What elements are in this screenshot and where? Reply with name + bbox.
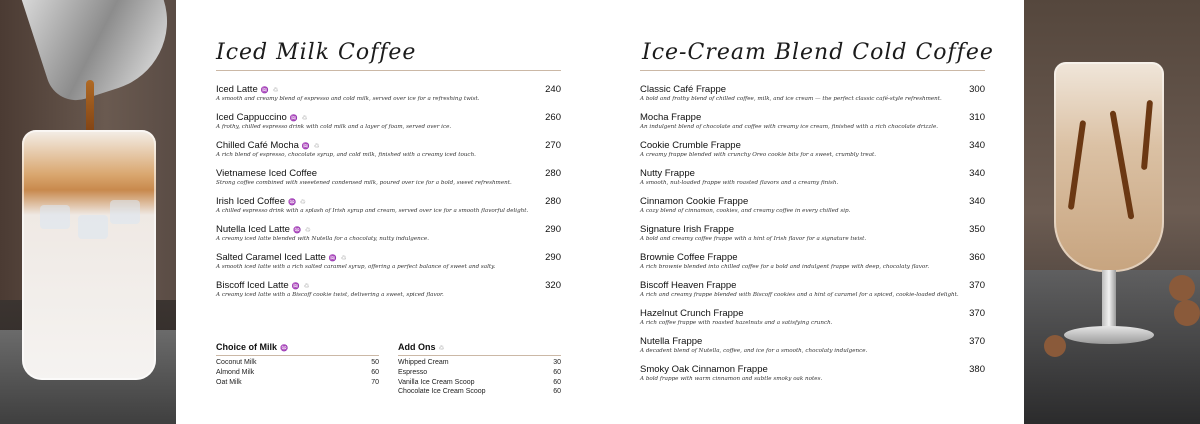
item-description: A smooth iced latte with a rich salted caramel syrup, offering a perfect balance of sweet and salty. xyxy=(216,264,496,270)
table-divider xyxy=(398,355,561,356)
item-name xyxy=(640,280,736,291)
item-price: 280 xyxy=(545,196,561,207)
dietary-icons: ♒ ♲ xyxy=(291,283,311,290)
section-divider xyxy=(640,70,985,71)
item-name xyxy=(640,168,695,179)
item-name-text: Cookie Crumble Frappe xyxy=(640,140,741,151)
item-price: 290 xyxy=(545,224,561,235)
table-title xyxy=(398,342,561,354)
menu-item xyxy=(640,224,985,250)
table-row xyxy=(398,388,561,398)
table-rows xyxy=(398,359,561,398)
add-ons-table xyxy=(398,342,561,398)
table-title xyxy=(216,342,379,354)
menu-item xyxy=(640,168,985,194)
menu-item xyxy=(640,336,985,362)
row-name: Oat Milk xyxy=(216,378,242,386)
row-price: 30 xyxy=(553,359,561,366)
item-description: A bold and frothy blend of chilled coffee, milk, and ice cream — the perfect classic café-style refreshment. xyxy=(640,96,942,102)
row-price: 50 xyxy=(371,359,379,366)
item-price: 240 xyxy=(545,84,561,95)
dietary-icon: ♒ xyxy=(280,345,290,352)
ice-cube-illustration xyxy=(78,215,108,239)
row-name: Espresso xyxy=(398,368,428,376)
item-name xyxy=(640,252,738,263)
item-description: A creamy iced latte blended with Nutella for a chocolaty, nutty indulgence. xyxy=(216,236,429,242)
item-name xyxy=(216,140,321,151)
table-title-text: Choice of Milk xyxy=(216,342,278,352)
item-description: A rich brownie blended into chilled coffee for a bold and indulgent frappe with deep, chocolaty flavor. xyxy=(640,264,930,270)
glass-stem-illustration xyxy=(1102,270,1116,330)
item-price: 370 xyxy=(969,336,985,347)
item-name-text: Iced Cappuccino xyxy=(216,112,287,123)
item-description: A smooth, nut-loaded frappe with roasted flavors and a creamy finish. xyxy=(640,180,839,186)
item-name xyxy=(216,84,279,95)
item-name-text: Vietnamese Iced Coffee xyxy=(216,168,318,179)
ice-cube-illustration xyxy=(40,205,70,229)
table-rows xyxy=(216,359,379,388)
item-description: A creamy iced latte with a Biscoff cookie twist, delivering a sweet, spiced flavor. xyxy=(216,292,444,298)
table-row xyxy=(216,379,379,389)
row-price: 60 xyxy=(553,388,561,396)
section-divider xyxy=(216,70,561,71)
item-name xyxy=(640,84,726,95)
item-name xyxy=(216,252,348,263)
item-description: An indulgent blend of chocolate and coffee with creamy ice cream, finished with a rich chocolate drizzle. xyxy=(640,124,939,130)
table-divider xyxy=(216,355,379,356)
dietary-icons: ♒ ♲ xyxy=(260,87,280,94)
item-name-text: Hazelnut Crunch Frappe xyxy=(640,308,744,319)
item-price: 260 xyxy=(545,112,561,123)
dietary-icons: ♒ ♲ xyxy=(292,227,312,234)
table-row xyxy=(398,369,561,379)
menu-item xyxy=(640,364,985,390)
row-price: 60 xyxy=(553,378,561,386)
item-description: A smooth and creamy blend of espresso and cold milk, served over ice for a refreshing twist. xyxy=(216,96,480,102)
item-price: 340 xyxy=(969,168,985,179)
item-description: A chilled espresso drink with a splash of Irish syrup and cream, served over ice for a smooth flavorful delight. xyxy=(216,208,529,214)
item-name-text: Nutella Frappe xyxy=(640,336,703,347)
row-name: Whipped Cream xyxy=(398,359,449,366)
item-price: 340 xyxy=(969,196,985,207)
table-row xyxy=(216,369,379,379)
glass-base-illustration xyxy=(1064,326,1154,344)
table-title-text: Add Ons xyxy=(398,342,436,352)
item-name xyxy=(216,224,312,235)
frappe-photo xyxy=(1024,0,1200,424)
menu-item xyxy=(216,140,561,166)
row-name: Chocolate Ice Cream Scoop xyxy=(398,388,486,396)
item-description: A bold and creamy coffee frappe with a hint of Irish flavor for a signature twist. xyxy=(640,236,867,242)
row-price: 70 xyxy=(371,378,379,386)
item-description: A rich blend of espresso, chocolate syrup, and cold milk, finished with a creamy iced touch. xyxy=(216,152,476,158)
cookie-illustration xyxy=(1169,275,1195,301)
section-title: Iced Milk Coffee xyxy=(216,40,417,65)
item-price: 370 xyxy=(969,280,985,291)
item-name-text: Chilled Café Mocha xyxy=(216,140,299,151)
item-description: A creamy frappe blended with crunchy Oreo cookie bits for a sweet, crumbly treat. xyxy=(640,152,877,158)
item-price: 310 xyxy=(969,112,985,123)
row-price: 60 xyxy=(553,368,561,376)
menu-item xyxy=(216,112,561,138)
item-name-text: Smoky Oak Cinnamon Frappe xyxy=(640,364,768,375)
item-name xyxy=(216,196,307,207)
item-price: 360 xyxy=(969,252,985,263)
menu-item xyxy=(640,308,985,334)
item-name-text: Biscoff Iced Latte xyxy=(216,280,289,291)
item-description: A rich coffee frappe with roasted hazelnuts and a satisfying crunch. xyxy=(640,320,833,326)
item-price: 340 xyxy=(969,140,985,151)
dietary-icons: ♒ ♲ xyxy=(288,199,307,206)
menu-item xyxy=(216,252,561,278)
item-name-text: Brownie Coffee Frappe xyxy=(640,252,738,263)
dietary-icon: ♲ xyxy=(438,345,446,352)
item-price: 320 xyxy=(545,280,561,291)
row-name: Vanilla Ice Cream Scoop xyxy=(398,378,475,386)
menu-item xyxy=(640,252,985,278)
row-price: 60 xyxy=(371,368,379,376)
menu-item xyxy=(640,112,985,138)
table-row xyxy=(398,359,561,369)
iced-latte-photo xyxy=(0,0,176,424)
item-name xyxy=(640,196,748,207)
item-price: 370 xyxy=(969,308,985,319)
item-name-text: Signature Irish Frappe xyxy=(640,224,734,235)
item-name xyxy=(216,112,309,123)
item-name-text: Iced Latte xyxy=(216,84,258,95)
item-name-text: Mocha Frappe xyxy=(640,112,702,123)
cookie-illustration xyxy=(1174,300,1200,326)
item-name-text: Nutella Iced Latte xyxy=(216,224,290,235)
item-name xyxy=(640,224,734,235)
item-description: A cozy blend of cinnamon, cookies, and creamy coffee in every chilled sip. xyxy=(640,208,851,214)
item-name-text: Biscoff Heaven Frappe xyxy=(640,280,737,291)
menu-item xyxy=(216,84,561,110)
frappe-glass-illustration xyxy=(1054,62,1164,272)
item-name-text: Salted Caramel Iced Latte xyxy=(216,252,326,263)
menu-item xyxy=(216,196,561,222)
section-title: Ice-Cream Blend Cold Coffee xyxy=(642,40,994,65)
item-price: 290 xyxy=(545,252,561,263)
menu-item xyxy=(640,84,985,110)
menu-item xyxy=(640,196,985,222)
menu-item xyxy=(640,280,985,306)
item-name xyxy=(640,308,744,319)
item-name xyxy=(216,280,310,291)
item-description: A rich and creamy frappe blended with Biscoff cookies and a hint of caramel for a spiced, cookie-loaded delight. xyxy=(640,292,959,298)
item-price: 280 xyxy=(545,168,561,179)
item-name-text: Cinnamon Cookie Frappe xyxy=(640,196,749,207)
item-price: 270 xyxy=(545,140,561,151)
item-name xyxy=(216,168,317,179)
item-name xyxy=(640,364,768,375)
item-name-text: Irish Iced Coffee xyxy=(216,196,286,207)
item-name xyxy=(640,336,702,347)
menu-item xyxy=(216,280,561,306)
table-row xyxy=(216,359,379,369)
item-name-text: Classic Café Frappe xyxy=(640,84,727,95)
item-name xyxy=(640,140,741,151)
dietary-icons: ♒ ♲ xyxy=(328,255,348,262)
row-name: Coconut Milk xyxy=(216,359,257,366)
item-description: A decadent blend of Nutella, coffee, and ice for a smooth, chocolaty indulgence. xyxy=(640,348,868,354)
menu-item xyxy=(216,224,561,250)
item-price: 350 xyxy=(969,224,985,235)
menu-item xyxy=(216,168,561,194)
item-description: A frothy, chilled espresso drink with cold milk and a layer of foam, served over ice. xyxy=(216,124,452,130)
item-description: A bold frappe with warm cinnamon and subtle smoky oak notes. xyxy=(640,376,823,382)
iced-latte-glass-illustration xyxy=(22,130,156,380)
row-name: Almond Milk xyxy=(216,368,255,376)
choice-of-milk-table xyxy=(216,342,379,388)
table-row xyxy=(398,379,561,389)
dietary-icons: ♒ ♲ xyxy=(289,115,309,122)
cookie-illustration xyxy=(1044,335,1066,357)
item-price: 300 xyxy=(969,84,985,95)
item-name-text: Nutty Frappe xyxy=(640,168,695,179)
item-description: Strong coffee combined with sweetened condensed milk, poured over ice for a bold, sweet refreshment. xyxy=(216,180,512,186)
dietary-icons: ♒ ♲ xyxy=(301,143,321,150)
menu-item xyxy=(640,140,985,166)
ice-cube-illustration xyxy=(110,200,140,224)
item-name xyxy=(640,112,701,123)
item-price: 380 xyxy=(969,364,985,375)
